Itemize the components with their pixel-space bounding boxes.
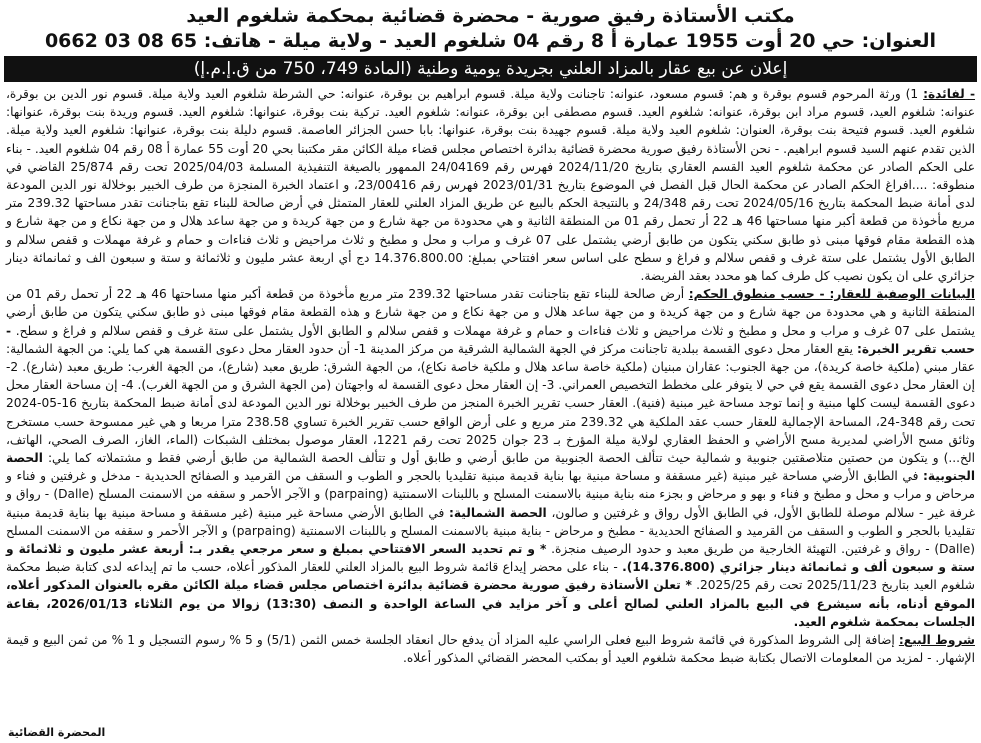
office-address: العنوان: حي 20 أوت 1955 عمارة أ 8 رقم 04 شلغوم العيد - ولاية ميلة - هاتف: 65 08 03 0662 [44, 30, 937, 52]
signature-label: المحضرة القضائية [8, 726, 106, 739]
description-paragraph [6, 285, 975, 631]
auction-notice-text: * تعلن الأستاذة رفيق صورية محضرة قضائية بدائرة اختصاص مجلس قضاء ميلة الكائن مقره بالعنوان المذكور أعلاه، الموقع أدناه، بأنه سيشرع في البيع بالمزاد العلني لصالح أعلى و آخر مزايد في الساعة الواحدة و النصف (13:30) زوالا من يوم الثلاثاء 2026/01/13، بقاعة الجلسات بمحكمة شلغوم العيد. [6, 578, 975, 629]
north-section-label: الحصة الشمالية: [449, 505, 547, 520]
announcement-body [0, 82, 981, 668]
north-section-text: في الطابق الأرضي مساحة غير مبنية (غير مسقفة و مساحة مبنية بها بناية قديمة مبنية تقليديا بالحجر و الطوب و السقف من القرميد و الصفائح الحديدية - مطبخ و مرحاض - بناية مبنية بالاسمنت المسلح و باللبنات الاسمنتية (parpaing) و الآجر الأحمر و سقفه من الاسمنت المسلح (Dalle) - رواق و غرفتين. التهيئة الخارجية من طريق معبد و حدود الرصيف منجزة. [6, 505, 976, 557]
south-section-label: الحصة الجنوبية: [6, 451, 976, 484]
office-name: مكتب الأستاذة رفيق صورية - محضرة قضائية بمحكمة شلغوم العيد [186, 5, 795, 27]
announcement-title-banner: إعلان عن بيع عقار بالمزاد العلني بجريدة يومية وطنية (المادة 749، 750 من ق.إ.م.إ) [4, 56, 977, 82]
deposit-text: - بناء على محضر إيداع قائمة شروط البيع بالمزاد العلني للعقار المذكور أعلاه، حسب ما تم إيداعه لدى كتابة ضبط محكمة شلغوم العيد بتاريخ 2025/11/23 تحت رقم 2025/25. [6, 560, 976, 593]
expert-label: - حسب تقرير الخبرة: [6, 323, 975, 356]
parties-paragraph [6, 85, 975, 285]
opening-price-text: * و تم تحديد السعر الافتتاحي بمبلغ و سعر مرجعي يقدر بـ: أربعة عشر مليون و ثلاثمائة و ستة و سبعون ألف و ثمانمائة دينار جزائري (14.376.800). [6, 542, 975, 575]
office-header [0, 0, 981, 54]
conditions-paragraph [6, 631, 975, 667]
conditions-label: شروط البيع: [898, 633, 975, 648]
description-label: البيانات الوصفية للعقار: - حسب منطوق الحكم: [688, 287, 975, 302]
parties-text: 1) ورثة المرحوم قسوم بوقرة و هم: قسوم مسعود، عنوانه: تاجنانت ولاية ميلة. قسوم ابراهيم بن بوقرة، عنوانه: حي الشرطة شلغوم العيد ولاية ميلة. قسوم نور الدين بن بوقرة، عنوانه: شلغوم العيد، قسوم مراد ابن بوقرة، عنوانه: شلغوم العيد. قسوم مصطفى ابن بوقرة، عنوانه: شلغوم العيد. تركية بنت بوقرة، عنوانها: شلغوم العيد. قسوم وريدة بنت بوقرة، عنوانها: شلغوم العيد. قسوم فتيحة بنت بوقرة، العنوان: شلغوم العيد ولاية ميلة. قسوم جهيدة بنت بوقرة، عنوانها: بابا حسن الجزائر العاصمة. قسوم دليلة بنت بوقرة، عنوانها: شلغوم العيد ولاية ميلة. الذين تقدم عنهم السيد قسوم ابراهيم. - نحن الأستاذة رفيق صورية محضرة قضائية بدائرة اختصاص مجلس قضاء ميلة الكائن مقر مكتبنا بحي 20 أوت 55 عمارة أ 08 رقم 04 شلغوم العيد. - بناء على الحكم الصادر عن محكمة شلغوم العيد القسم العقاري بتاريخ 2024/11/20 فهرس رقم 24/04169 الممهور بالصيغة التنفيذية المسلمة 2025/04/03 تحت رقم 25/874 القاضي في منطوقه: ....افراغ الحكم الصادر عن محكمة الحال قبل الفصل في الموضوع بتاريخ 2023/01/31 فهرس رقم 23/00416، و اعتماد الخبرة المنجزة من طرف الخبير بوخلالة نور الدين المودعة لدى أمانة ضبط المحكمة بتاريخ 2024/05/16 تحت رقم 24/348 و بالنتيجة الحكم بالبيع عن طريق المزاد العلني للعقار المتمثل في أرض صالحة للبناء تقع بتاجنانت تقدر مساحتها 239.32 متر مربع مأخوذة من قطعة أكبر منها مساحتها 46 هـ 22 أر تحمل رقم 01 من المنطقة الثانية و هي محدودة من جهة شارع و من جهة كريدة و من جهة ساعد هلال و من جهة نكاع و من جهة شارع و هذه القطعة مقام فوقها مبنى ذو طابق سكني يتكون من طابق أرضي يشتمل على 07 غرف و مراب و محل و مطبخ و ثلاث مراحيض و ثلاث فناءات و حمام و غرفة مهملات و قفص سلالم و الطابق الأول يشتمل على ستة غرف و قفص سلالم و فراغ و سطح على اساس سعر افتتاحي بمبلغ: 14.376.800.00 دج أي اربعة عشر مليون و ثلاثمائة و ستة و سبعون الف و ثمانمائة دينار جزائري على ان يكون نصيب كل طرف كما هو محدد بعقد الفريضة. [6, 87, 976, 284]
south-section-text: في الطابق الأرضي مساحة غير مبنية (غير مسقفة و مساحة مبنية بها بناية قديمة مبنية تقليديا بالحجر و الطوب و السقف من القرميد و الصفائح الحديدية - مدخل و غرفتين و فناء و مرحاض و مراب و محل و مطبخ و فناء و بهو و مرحاض و بجزء منه بناية مبنية بالاسمنت المسلح و باللبنات الاسمنتية (parpaing) و الآجر الأحمر و سقفه من الاسمنت المسلح (Dalle) - رواق و غرفة غير - سلالم موصلة للطابق الأول، في الطابق الأول رواق و غرفتين و صالون، [6, 469, 975, 520]
conditions-text: إضافة إلى الشروط المذكورة في قائمة شروط البيع فعلى الراسي عليه المزاد أن يدفع حال انعقاد الجلسة خمس الثمن (5/1) و 5 % رسوم التسجيل و 1 % من ثمن البيع و قيمة الإشهار. - لمزيد من المعلومات الاتصال بكتابة ضبط محكمة شلغوم العيد أو بمكتب المحضر القضائي المذكور أعلاه. [6, 633, 975, 666]
description-text: أرض صالحة للبناء تقع بتاجنانت تقدر مساحتها 239.32 متر مربع مأخوذة من قطعة أكبر منها مساحتها 46 هـ 22 أر تحمل رقم 01 من المنطقة الثانية و هي محدودة من جهة شارع و من جهة كريدة و من جهة ساعد هلال و من جهة نكاع و من جهة شارع و هذه القطعة مقام فوقها مبنى ذو طابق سكني يتكون من طابق أرضي يشتمل على 07 غرف و مراب و محل و مطبخ و ثلاث مراحيض و ثلاث فناءات و حمام و غرفة مهملات و قفص سلالم و الطابق الأول يشتمل على ستة غرف و قفص سلالم و فراغ و سطح. [6, 287, 976, 338]
parties-label: - لفائدة: [923, 87, 976, 101]
expert-text: يقع العقار محل دعوى القسمة ببلدية تاجنانت مركز في الجهة الشمالية الشرقية من مركز المدينة 1- أن حدود العقار محل دعوى القسمة هي كما يلي: من الجهة الشمالية: عقار مبني (ملكية خاصة كريدة)، من جهة الجنوب: عقاران مبنيان (ملكية خاصة ساعد هلال و ملكية خاصة نكاع)، من الجهة الشرق: طريق معبد (شارع)، من الجهة الغرب: طريق معبد (شارع). 2- إن العقار محل دعوى القسمة يقع في حي لا يتوفر على مخطط التخصيص العمراني. 3- إن العقار محل دعوى القسمة له واجهتان (من الجهة الشرق و من الجهة الغرب). 4- إن مساحة العقار محل دعوى القسمة ليست كلها مبنية و إنما توجد مساحة غير مبنية (فنية). العقار حسب تقرير الخبرة المنجز من طرف الخبير بوخلالة نور الدين المودعة لدى أمانة ضبط المحكمة بتاريخ 16-05-2024 تحت رقم 348-24، المساحة الإجمالية للعقار حسب عقد الملكية هي 239.32 متر مربع و على أرض الواقع حسب تقرير الخبرة تساوي 238.58 مترا مربعا و هي غير ممسوحة حسب مستخرج وثائق مسح الأراضي لمديرية مسح الأراضي و الحفظ العقاري لولاية ميلة المؤرخ بـ 23 جوان 2025 تحت رقم 1221، العقار موصول بمختلف الشبكات (الماء، الغاز، الصرف الصحي، الهاتف، الخ...) و يتكون من حصتين متلاصقتين جنوبية و شمالية حيث تتألف الحصة الجنوبية من طابق أرضي و طابق أول و تتألف الحصة الشمالية من طابق أرضي فقط و مشتملاته كما يلي: [6, 341, 976, 466]
